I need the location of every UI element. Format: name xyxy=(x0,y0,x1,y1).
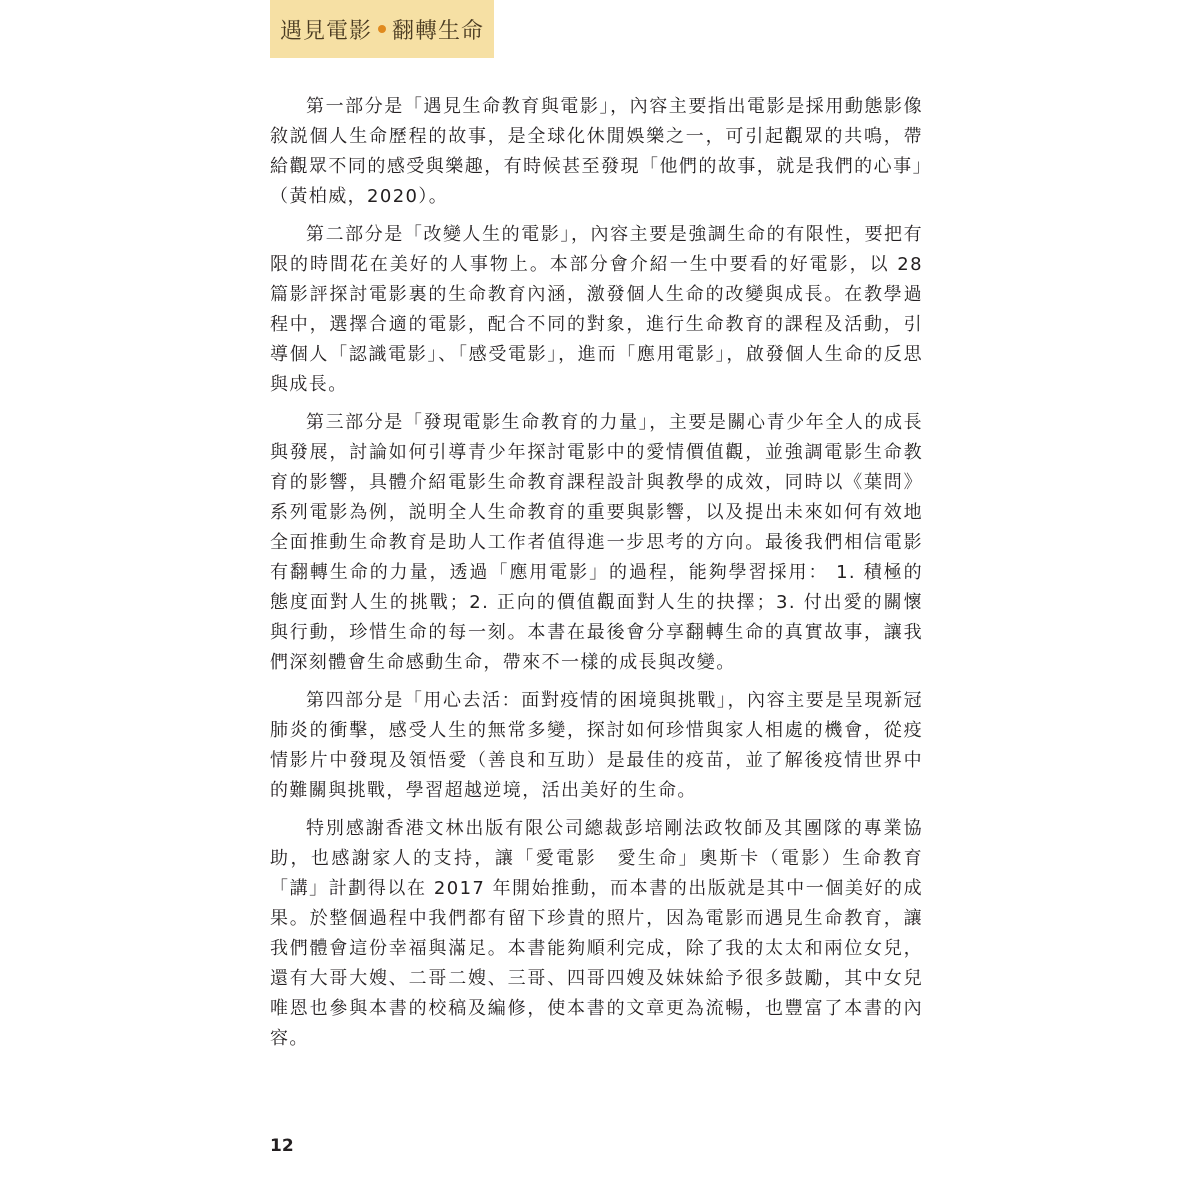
page-number: 12 xyxy=(270,1136,294,1156)
paragraph-2: 第二部分是「改變人生的電影」，內容主要是強調生命的有限性，要把有限的時間花在美好的人事物上。本部分會介紹一生中要看的好電影，以 28 篇影評探討電影裏的生命教育內涵，激發個人生命的改變與成長。在教學過程中，選擇合適的電影，配合不同的對象，進行生命教育的課程及活動，引導個人「認識電影」、「感受電影」，進而「應用電影」，啟發個人生命的反思與成長。 xyxy=(270,224,923,395)
header-dot-icon xyxy=(378,25,386,33)
running-header xyxy=(270,0,494,58)
header-title-right: 翻轉生命 xyxy=(392,18,485,44)
header-title-left: 遇見電影 xyxy=(279,18,372,44)
paragraph-5: 特別感謝香港文林出版有限公司總裁彭培剛法政牧師及其團隊的專業協助，也感謝家人的支持，讓「愛電影 愛生命」奧斯卡（電影）生命教育「講」計劃得以在 2017 年開始推動，而本書的出版就是其中一個美好的成果。於整個過程中我們都有留下珍貴的照片，因為電影而遇見生命教育，讓我們體會這份幸福與滿足。本書能夠順利完成，除了我的太太和兩位女兒，還有大哥大嫂、二哥二嫂、三哥、四哥四嫂及妹妹給予很多鼓勵，其中女兒唯恩也參與本書的校稿及編修，使本書的文章更為流暢，也豐富了本書的內容。 xyxy=(270,818,923,1049)
body-text xyxy=(270,92,923,1062)
paragraph-4: 第四部分是「用心去活：面對疫情的困境與挑戰」，內容主要是呈現新冠肺炎的衝擊，感受人生的無常多變，探討如何珍惜與家人相處的機會，從疫情影片中發現及領悟愛（善良和互助）是最佳的疫苗，並了解後疫情世界中的難關與挑戰，學習超越逆境，活出美好的生命。 xyxy=(270,690,923,801)
paragraph-1: 第一部分是「遇見生命教育與電影」，內容主要指出電影是採用動態影像敘説個人生命歷程的故事，是全球化休閒娛樂之一，可引起觀眾的共鳴，帶給觀眾不同的感受與樂趣，有時候甚至發現「他們的故事，就是我們的心事」（黃柏威，2020）。 xyxy=(270,96,923,207)
paragraph-3: 第三部分是「發現電影生命教育的力量」，主要是關心青少年全人的成長與發展，討論如何引導青少年探討電影中的愛情價值觀，並強調電影生命教育的影響，具體介紹電影生命教育課程設計與教學的成效，同時以《葉問》系列電影為例，説明全人生命教育的重要與影響，以及提出未來如何有效地全面推動生命教育是助人工作者值得進一步思考的方向。最後我們相信電影有翻轉生命的力量，透過「應用電影」的過程，能夠學習採用： 1. 積極的態度面對人生的挑戰；2. 正向的價值觀面對人生的抉擇；3. 付出愛的關懷與行動，珍惜生命的每一刻。本書在最後會分享翻轉生命的真實故事，讓我們深刻體會生命感動生命，帶來不一樣的成長與改變。 xyxy=(270,412,923,673)
header-title xyxy=(280,14,484,45)
